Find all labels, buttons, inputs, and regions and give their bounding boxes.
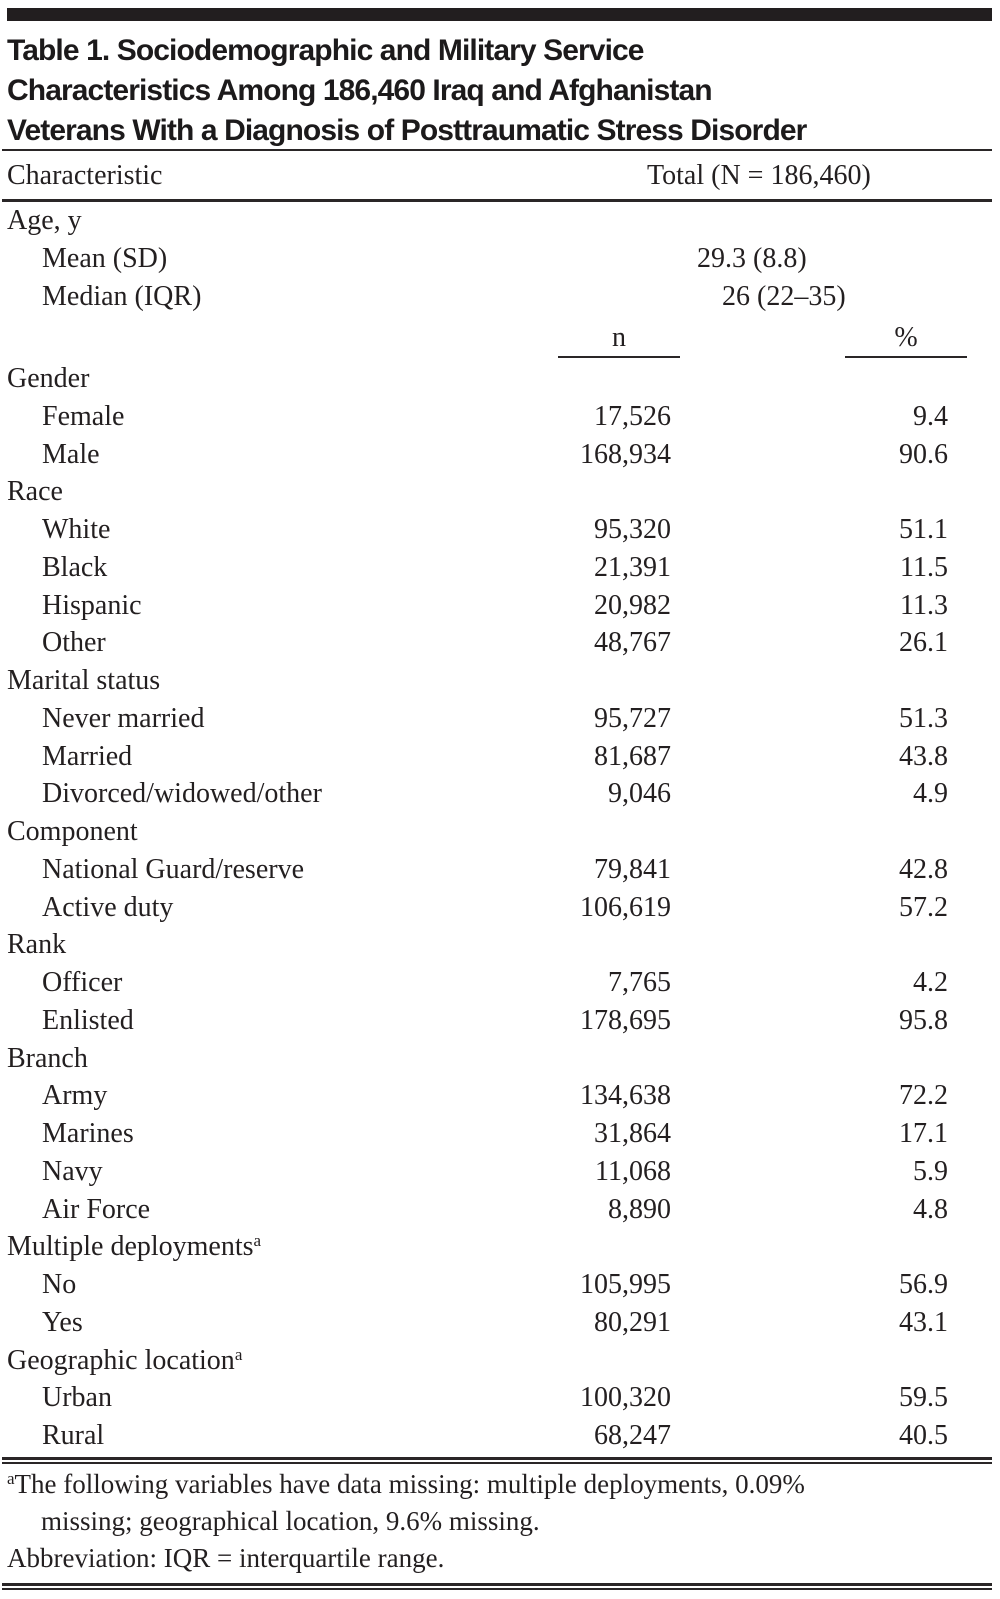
row-label <box>0 1231 261 1262</box>
row-n-value: 168,934 <box>580 438 671 470</box>
row-label <box>0 1382 112 1413</box>
age-mean-value: 29.3 (8.8) <box>697 242 807 274</box>
row-label-text: Male <box>42 438 100 470</box>
row-pct-value: 5.9 <box>913 1155 948 1187</box>
table-row <box>0 1266 1000 1304</box>
table-row <box>0 775 1000 813</box>
table-row <box>0 473 1000 511</box>
row-pct-value: 40.5 <box>899 1420 948 1451</box>
footnote-marker: a <box>7 1469 15 1488</box>
row-label <box>0 514 110 545</box>
row-label <box>0 929 66 960</box>
column-header-percent: % <box>845 322 967 358</box>
row-label <box>0 590 142 621</box>
row-n-value: 11,068 <box>595 1155 671 1187</box>
row-pct-value: 59.5 <box>899 1382 948 1414</box>
row-label <box>0 741 132 772</box>
row-pct-value: 17.1 <box>899 1118 948 1149</box>
table-row <box>0 278 1000 316</box>
table-row <box>0 1153 1000 1191</box>
row-n-value: 9,046 <box>608 778 671 810</box>
table-row <box>0 511 1000 549</box>
row-n-value: 48,767 <box>594 627 671 659</box>
footnote-a-text1: The following variables have data missing: multiple deployments, 0.09% <box>14 1469 805 1499</box>
table-row <box>0 1040 1000 1078</box>
footnotes <box>7 1466 993 1577</box>
row-label <box>0 967 122 998</box>
row-label <box>0 363 89 394</box>
column-header-total: Total (N = 186,460) <box>647 160 871 191</box>
row-label <box>0 1156 103 1187</box>
row-label <box>0 892 173 923</box>
row-n-value: 134,638 <box>580 1080 671 1112</box>
row-n-value: 20,982 <box>594 589 671 621</box>
table-row <box>0 1191 1000 1229</box>
footnote-a-line1 <box>7 1466 993 1503</box>
row-label-text: Air Force <box>42 1193 151 1225</box>
row-pct-value: 42.8 <box>899 853 948 885</box>
row-n-value: 105,995 <box>580 1269 671 1300</box>
row-label <box>0 1043 88 1074</box>
row-label-text: Married <box>42 740 133 772</box>
table-row <box>0 360 1000 398</box>
row-n-value: 106,619 <box>580 891 671 923</box>
row-pct-value: 72.2 <box>899 1080 948 1112</box>
table-row <box>0 587 1000 625</box>
column-header-characteristic: Characteristic <box>7 160 163 191</box>
table-row <box>0 240 1000 278</box>
row-label <box>0 1005 134 1036</box>
row-pct-value: 4.8 <box>913 1193 948 1225</box>
column-header-n: n <box>558 322 680 358</box>
row-label-text: Marital status <box>7 665 161 696</box>
table-row <box>0 436 1000 474</box>
table-row <box>0 889 1000 927</box>
row-label-text: Geographic location <box>7 1344 235 1376</box>
row-label <box>0 552 107 583</box>
row-pct-value: 95.8 <box>899 1004 948 1036</box>
row-label <box>0 401 124 432</box>
table-row <box>0 1002 1000 1040</box>
age-section <box>0 202 1000 315</box>
row-label-text: No <box>42 1269 77 1300</box>
row-pct-value: 11.5 <box>900 551 948 583</box>
table-row <box>0 1077 1000 1115</box>
row-pct-value: 4.2 <box>913 967 948 998</box>
row-pct-value: 9.4 <box>913 400 948 432</box>
row-pct-value: 4.9 <box>913 778 948 810</box>
row-pct-value: 90.6 <box>899 438 948 470</box>
row-label-text: National Guard/reserve <box>42 853 304 885</box>
table-title-line1: Table 1. Sociodemographic and Military Service <box>7 34 644 67</box>
row-label-text: Officer <box>42 967 123 998</box>
row-label <box>0 1345 242 1376</box>
row-label-text: Component <box>7 816 138 847</box>
row-label-text: Gender <box>7 363 90 394</box>
row-pct-value: 11.3 <box>900 589 948 621</box>
rule-above-footnotes <box>2 1457 992 1464</box>
row-label <box>0 1080 107 1111</box>
row-label <box>0 778 322 809</box>
row-label: Median (IQR) <box>42 280 202 312</box>
table-row <box>0 1379 1000 1417</box>
row-pct-value: 56.9 <box>899 1269 948 1300</box>
table-row <box>0 1115 1000 1153</box>
row-n-value: 178,695 <box>580 1004 671 1036</box>
table-row <box>0 1417 1000 1455</box>
bottom-rule <box>2 1583 992 1590</box>
row-n-value: 80,291 <box>594 1306 671 1338</box>
row-n-value: 21,391 <box>594 551 671 583</box>
row-pct-value: 43.8 <box>899 740 948 772</box>
row-label <box>0 665 160 696</box>
table-row <box>0 926 1000 964</box>
row-label-text: Never married <box>42 702 205 734</box>
row-pct-value: 51.1 <box>899 514 948 545</box>
age-median-value: 26 (22–35) <box>722 280 846 312</box>
row-label <box>0 1118 134 1149</box>
row-label-text: Multiple deployments <box>7 1231 254 1263</box>
table-row <box>0 738 1000 776</box>
row-n-value: 100,320 <box>580 1382 671 1414</box>
footnote-marker: a <box>253 1231 262 1251</box>
row-label: Mean (SD) <box>42 242 168 274</box>
row-label-text: Yes <box>42 1306 83 1338</box>
row-label <box>0 439 100 470</box>
row-label-text: Hispanic <box>42 589 142 621</box>
table-row <box>0 1342 1000 1380</box>
table-row <box>0 700 1000 738</box>
row-label-text: Active duty <box>42 891 174 923</box>
row-label <box>0 627 106 658</box>
row-n-value: 95,727 <box>594 702 671 734</box>
row-label-text: Branch <box>7 1042 88 1074</box>
row-pct-value: 51.3 <box>899 702 948 734</box>
row-label <box>0 703 204 734</box>
row-label-text: Race <box>7 476 63 508</box>
table-title <box>7 31 992 151</box>
table-row <box>0 549 1000 587</box>
row-label-text: Female <box>42 400 125 432</box>
footnote-marker: a <box>234 1344 243 1364</box>
table-title-line2: Characteristics Among 186,460 Iraq and Afghanistan <box>7 74 712 107</box>
table-body <box>0 360 1000 1455</box>
row-label <box>0 476 63 507</box>
row-label <box>0 1194 150 1225</box>
row-label-text: Urban <box>42 1382 112 1414</box>
row-label-text: Rank <box>7 929 67 961</box>
table-row <box>0 624 1000 662</box>
row-pct-value: 26.1 <box>899 627 948 659</box>
footnote-abbreviation: Abbreviation: IQR = interquartile range. <box>7 1543 445 1573</box>
row-n-value: 81,687 <box>594 740 671 772</box>
table-row <box>0 1228 1000 1266</box>
row-n-value: 95,320 <box>594 514 671 545</box>
row-label <box>0 816 138 847</box>
row-n-value: 31,864 <box>594 1118 671 1149</box>
table-row <box>0 1304 1000 1342</box>
table-row <box>0 851 1000 889</box>
row-n-value: 79,841 <box>594 853 671 885</box>
row-label <box>0 1420 104 1451</box>
row-label-text: Divorced/widowed/other <box>42 778 322 810</box>
table-header-row <box>0 153 1000 199</box>
row-label-text: Enlisted <box>42 1004 134 1036</box>
row-label-text: White <box>42 514 111 545</box>
footnote-a-line2: missing; geographical location, 9.6% missing. <box>41 1506 540 1536</box>
column-subheader-row <box>0 315 1000 360</box>
row-label <box>0 1307 83 1338</box>
table-row <box>0 964 1000 1002</box>
rule-under-title <box>2 149 992 151</box>
row-n-value: 17,526 <box>594 400 671 432</box>
table-title-line3: Veterans With a Diagnosis of Posttraumatic Stress Disorder <box>7 114 807 147</box>
row-label <box>0 854 304 885</box>
row-n-value: 8,890 <box>608 1193 671 1225</box>
table-row <box>0 398 1000 436</box>
row-label-text: Army <box>42 1080 108 1112</box>
row-pct-value: 57.2 <box>899 891 948 923</box>
top-rule-bar <box>7 8 992 21</box>
table-row <box>0 662 1000 700</box>
row-n-value: 68,247 <box>594 1420 671 1451</box>
table-row <box>0 813 1000 851</box>
row-label-text: Other <box>42 627 106 659</box>
table-row <box>0 202 1000 240</box>
row-label: Age, y <box>7 205 82 236</box>
row-label-text: Navy <box>42 1155 103 1187</box>
row-label-text: Marines <box>42 1118 134 1149</box>
row-label-text: Rural <box>42 1420 105 1451</box>
row-pct-value: 43.1 <box>899 1306 948 1338</box>
row-label <box>0 1269 76 1300</box>
row-label-text: Black <box>42 551 108 583</box>
row-n-value: 7,765 <box>608 967 671 998</box>
